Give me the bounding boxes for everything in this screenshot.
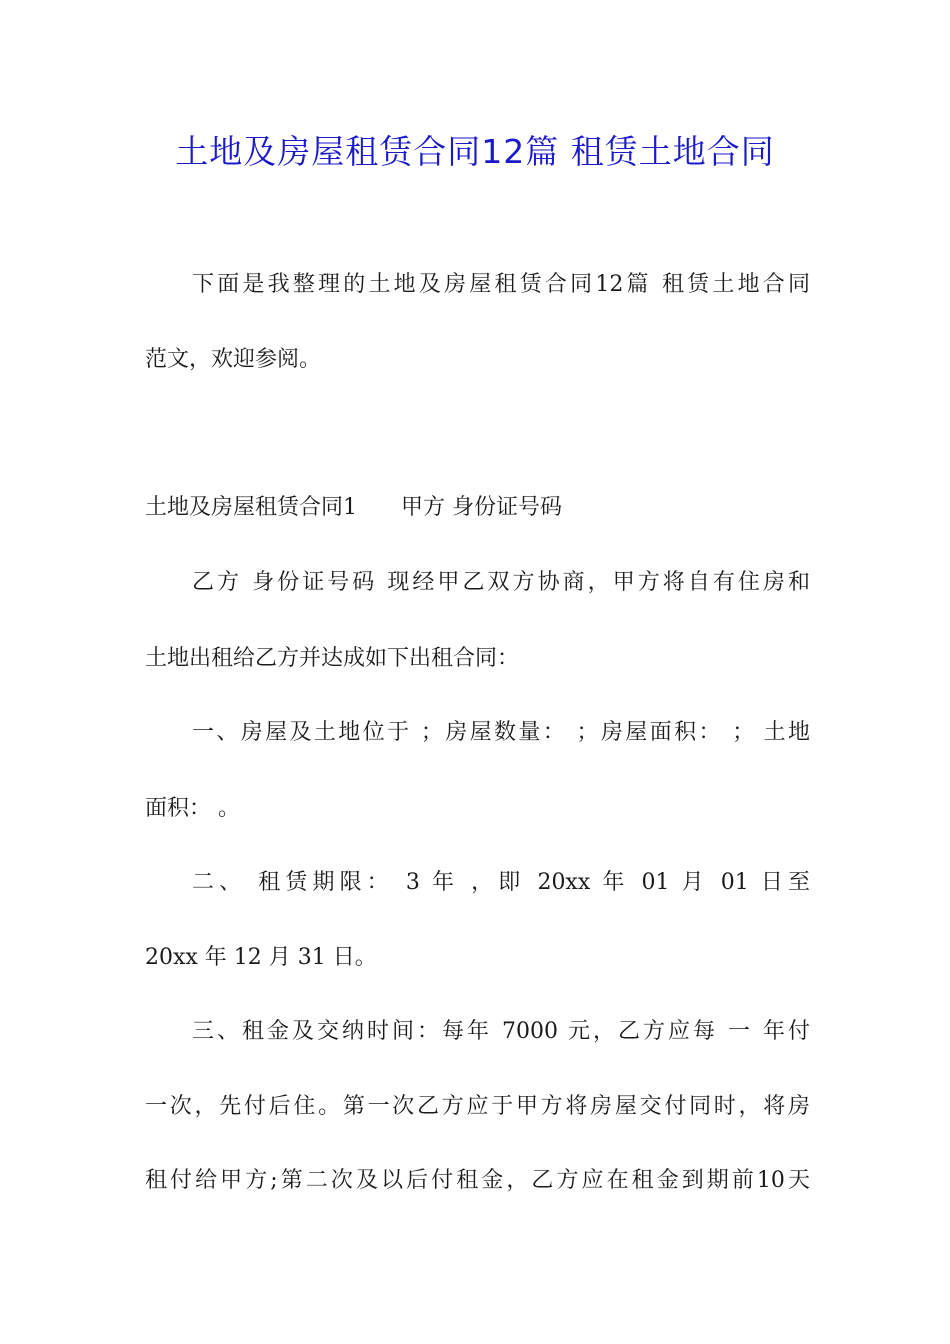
paragraph-line: 三、租金及交纳时间：每年 7000 元，乙方应每 一 年付	[192, 1019, 810, 1044]
paragraph-line: 20xx 年 12 月 31 日。	[145, 945, 377, 970]
paragraph-line: 乙方 身份证号码 现经甲乙双方协商，甲方将自有住房和	[192, 570, 810, 595]
paragraph-line: 一次，先付后住。第一次乙方应于甲方将房屋交付同时，将房	[145, 1094, 810, 1119]
paragraph-line: 土地出租给乙方并达成如下出租合同：	[145, 646, 520, 671]
paragraph-line: 范文，欢迎参阅。	[145, 347, 322, 372]
paragraph-line: 下面是我整理的土地及房屋租赁合同12篇 租赁土地合同	[192, 272, 810, 297]
paragraph-line: 土地及房屋租赁合同1 甲方 身份证号码	[145, 495, 562, 520]
paragraph-line: 租付给甲方;第二次及以后付租金，乙方应在租金到期前10天	[145, 1168, 810, 1193]
paragraph-line: 面积： 。	[145, 796, 240, 821]
paragraph-line: 一、房屋及土地位于 ；房屋数量： ；房屋面积： ； 土地	[192, 720, 810, 745]
paragraph-line: 二、 租赁期限： 3 年 ，即 20xx 年 01 月 01 日至	[192, 870, 810, 895]
document-title: 土地及房屋租赁合同12篇 租赁土地合同	[175, 132, 775, 171]
